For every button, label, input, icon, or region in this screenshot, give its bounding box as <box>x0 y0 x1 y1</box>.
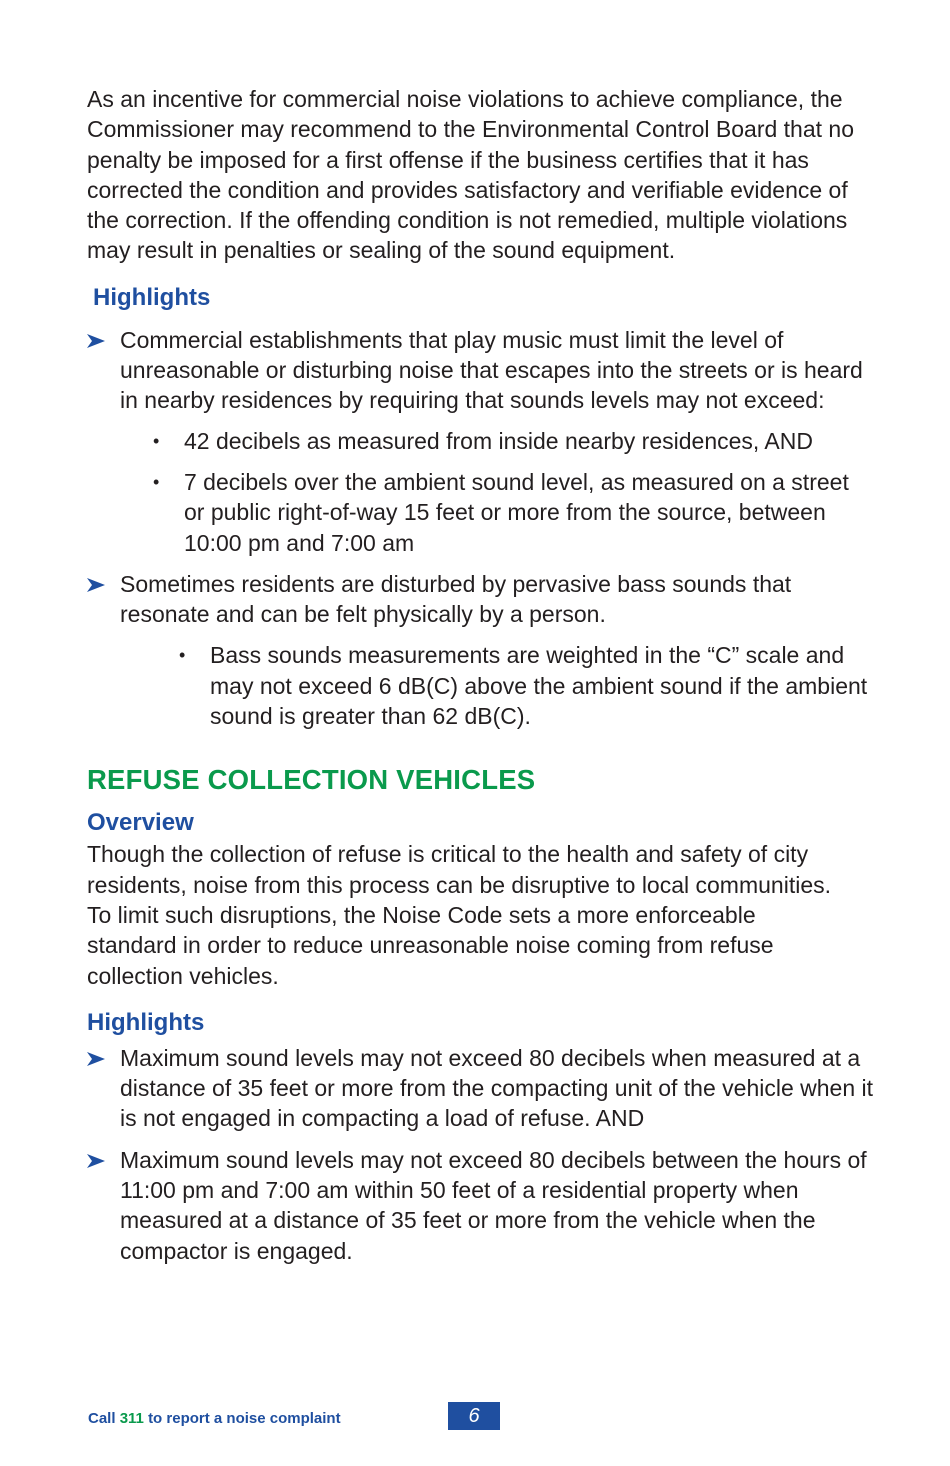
highlight-item-2 <box>87 569 880 630</box>
refuse-highlight-item-2-text: Maximum sound levels may not exceed 80 decibels between the hours of 11:00 pm and 7:00 am within 50 feet of a residential property when measured at a distance of 35 feet or more from the vehicle when the compactor is engaged. <box>120 1146 867 1264</box>
refuse-highlight-item-1 <box>87 1043 880 1134</box>
section-title: REFUSE COLLECTION VEHICLES <box>87 764 536 796</box>
overview-paragraph: Though the collection of refuse is critical to the health and safety of city residents, noise from this process can be disruptive to local communities. To limit such disruptions, the Noise Code sets a more enforceable standard in order to reduce unreasonable noise coming from refuse collection vehicles. <box>87 841 831 989</box>
highlight-item-2-bullets <box>87 640 887 731</box>
arrow-right-icon <box>87 1154 105 1168</box>
footer-rest: to report a noise complaint <box>148 1410 341 1427</box>
bullet-dot: • <box>153 471 160 492</box>
list-item <box>87 467 864 558</box>
footer-call-line <box>88 1410 341 1427</box>
footer-number: 311 <box>119 1410 144 1427</box>
intro-paragraph: As an incentive for commercial noise violations to achieve compliance, the Commissioner may recommend to the Environmental Control Board that no penalty be imposed for a first offense if the business certifies that it has corrected the condition and provides satisfactory and verifiable evidence of the correction. If the offending condition is not remedied, multiple violations may result in penalties or sealing of the sound equipment. <box>87 86 855 264</box>
highlights-heading-2: Highlights <box>87 1008 205 1036</box>
page-content <box>87 84 887 1266</box>
highlight-item-1-bullets <box>87 426 887 558</box>
list-item-text: 7 decibels over the ambient sound level, as measured on a street or public right-of-way 15 feet or more from the source, between 10:00 pm and 7:00 am <box>184 468 849 556</box>
footer-call: Call <box>88 1410 116 1427</box>
list-item <box>87 640 880 731</box>
list-item-text: Bass sounds measurements are weighted in the “C” scale and may not exceed 6 dB(C) above the ambient sound if the ambient sound is greater than 62 dB(C). <box>210 642 868 730</box>
highlights-heading-1: Highlights <box>93 283 211 311</box>
highlight-item-1 <box>87 325 880 416</box>
refuse-highlight-item-1-text: Maximum sound levels may not exceed 80 decibels when measured at a distance of 35 feet or more from the compacting unit of the vehicle when it is not engaged in compacting a load of refuse. AND <box>120 1044 874 1132</box>
overview-heading: Overview <box>87 809 194 837</box>
list-item-text: 42 decibels as measured from inside nearby residences, AND <box>184 427 813 454</box>
bullet-dot: • <box>179 645 186 666</box>
bullet-dot: • <box>153 430 160 451</box>
list-item <box>87 426 887 456</box>
arrow-right-icon <box>87 578 105 592</box>
highlight-item-1-text: Commercial establishments that play music must limit the level of unreasonable or disturbing noise that escapes into the streets or is heard in nearby residences by requiring that sounds levels may not exceed: <box>120 326 863 414</box>
arrow-right-icon <box>87 1052 105 1066</box>
page-number: 6 <box>448 1402 500 1430</box>
arrow-right-icon <box>87 334 105 348</box>
highlight-item-2-text: Sometimes residents are disturbed by pervasive bass sounds that resonate and can be felt physically by a person. <box>120 570 792 628</box>
refuse-highlight-item-2 <box>87 1145 880 1266</box>
